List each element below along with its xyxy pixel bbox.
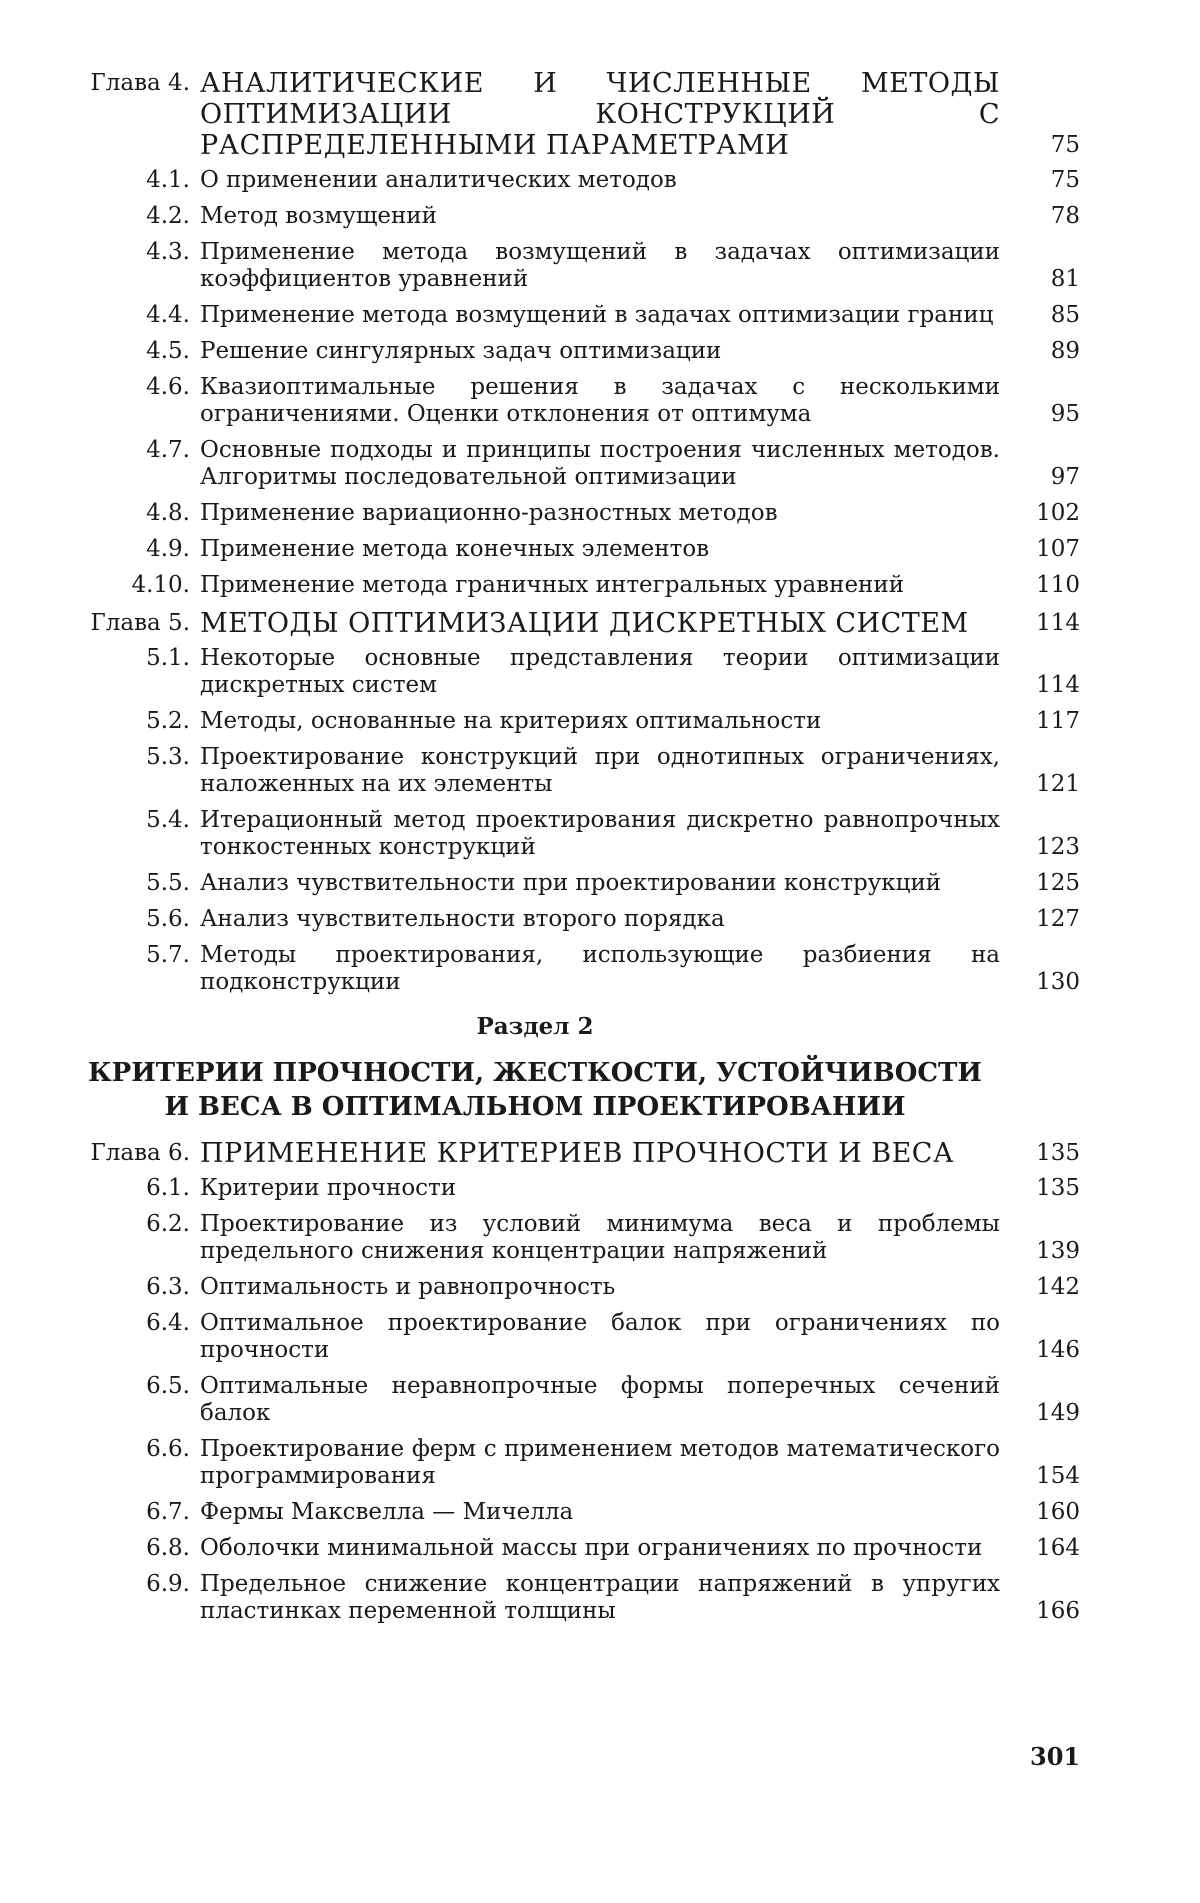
section-title: Итерационный метод проектирования дискретно равнопрочных тонкостенных конструкций — [200, 807, 1000, 860]
section-number: 4.5. — [146, 338, 190, 364]
toc-entry-5-4 — [70, 807, 1080, 861]
toc-entry-4-5 — [70, 338, 1080, 365]
chapter-4-heading — [70, 68, 1080, 161]
toc-entry-4-6 — [70, 374, 1080, 428]
section-title: Фермы Максвелла — Мичелла — [200, 1499, 574, 1525]
section-number: 4.4. — [146, 302, 190, 328]
section-number: 6.6. — [146, 1436, 190, 1462]
toc-entry-4-9 — [70, 536, 1080, 563]
part-label: Раздел 2 — [476, 1013, 594, 1040]
chapter-number: Глава 5. — [90, 610, 190, 636]
chapter-6-heading — [70, 1138, 1080, 1169]
section-number: 5.2. — [146, 708, 190, 734]
section-title: Анализ чувствительности при проектировании конструкций — [200, 870, 942, 896]
section-title: Проектирование конструкций при однотипных ограничениях, наложенных на их элементы — [200, 744, 1000, 797]
section-page: 121 — [1036, 771, 1080, 797]
toc-entry-6-2 — [70, 1211, 1080, 1265]
section-page: 102 — [1036, 500, 1080, 526]
section-title: Применение метода возмущений в задачах оптимизации границ — [200, 302, 994, 328]
table-of-contents — [70, 62, 1080, 1634]
section-page: 97 — [1050, 464, 1080, 490]
section-title: Применение метода граничных интегральных уравнений — [200, 572, 905, 598]
section-page: 142 — [1036, 1274, 1080, 1300]
section-title: Некоторые основные представления теории оптимизации дискретных систем — [200, 645, 1000, 698]
section-page: 85 — [1050, 302, 1080, 328]
section-number: 4.2. — [146, 203, 190, 229]
section-title: Квазиоптимальные решения в задачах с несколькими ограничениями. Оценки отклонения от оптимума — [200, 374, 1000, 427]
section-page: 149 — [1036, 1400, 1080, 1426]
section-number: 5.5. — [146, 870, 190, 896]
toc-entry-6-7 — [70, 1499, 1080, 1526]
section-page: 78 — [1050, 203, 1080, 229]
toc-entry-4-1 — [70, 167, 1080, 194]
section-page: 139 — [1036, 1238, 1080, 1264]
section-page: 160 — [1036, 1499, 1080, 1525]
section-title: Оптимальное проектирование балок при ограничениях по прочности — [200, 1310, 1000, 1363]
section-page: 117 — [1036, 708, 1080, 734]
section-number: 5.7. — [146, 942, 190, 968]
section-page: 135 — [1036, 1175, 1080, 1201]
section-number: 5.3. — [146, 744, 190, 770]
section-page: 110 — [1036, 572, 1080, 598]
section-title: О применении аналитических методов — [200, 167, 677, 193]
chapter-page: 75 — [1050, 132, 1080, 158]
section-title: Оболочки минимальной массы при ограничениях по прочности — [200, 1535, 983, 1561]
section-title: Методы, основанные на критериях оптимальности — [200, 708, 822, 734]
section-page: 75 — [1050, 167, 1080, 193]
section-page: 127 — [1036, 906, 1080, 932]
section-number: 6.2. — [146, 1211, 190, 1237]
chapter-5-heading — [70, 608, 1080, 639]
chapter-number: Глава 4. — [90, 70, 190, 96]
section-page: 166 — [1036, 1598, 1080, 1624]
section-title: Решение сингулярных задач оптимизации — [200, 338, 722, 364]
chapter-number: Глава 6. — [90, 1140, 190, 1166]
section-number: 6.7. — [146, 1499, 190, 1525]
section-number: 5.4. — [146, 807, 190, 833]
chapter-page: 114 — [1036, 610, 1080, 636]
section-number: 4.7. — [146, 437, 190, 463]
toc-entry-4-8 — [70, 500, 1080, 527]
chapter-page: 135 — [1036, 1140, 1080, 1166]
page-number: 301 — [1030, 1742, 1081, 1771]
section-page: 125 — [1036, 870, 1080, 896]
toc-entry-4-10 — [70, 572, 1080, 599]
toc-entry-5-5 — [70, 870, 1080, 897]
section-page: 81 — [1050, 266, 1080, 292]
section-number: 4.3. — [146, 239, 190, 265]
section-number: 4.9. — [146, 536, 190, 562]
section-title: Проектирование из условий минимума веса и проблемы предельного снижения концентрации напряжений — [200, 1211, 1000, 1264]
section-number: 6.9. — [146, 1571, 190, 1597]
section-number: 4.8. — [146, 500, 190, 526]
section-number: 6.1. — [146, 1175, 190, 1201]
section-number: 6.8. — [146, 1535, 190, 1561]
section-number: 6.4. — [146, 1310, 190, 1336]
section-title: Применение метода конечных элементов — [200, 536, 710, 562]
section-page: 123 — [1036, 834, 1080, 860]
section-title: Методы проектирования, использующие разбиения на подконструкции — [200, 942, 1000, 995]
toc-entry-6-4 — [70, 1310, 1080, 1364]
section-page: 154 — [1036, 1463, 1080, 1489]
section-title: Применение метода возмущений в задачах оптимизации коэффициентов уравнений — [200, 239, 1000, 292]
toc-entry-6-9 — [70, 1571, 1080, 1625]
section-page: 146 — [1036, 1337, 1080, 1363]
section-number: 5.6. — [146, 906, 190, 932]
section-page: 107 — [1036, 536, 1080, 562]
toc-entry-6-6 — [70, 1436, 1080, 1490]
toc-entry-6-5 — [70, 1373, 1080, 1427]
section-title: Предельное снижение концентрации напряжений в упругих пластинках переменной толщины — [200, 1571, 1000, 1624]
chapter-title: ПРИМЕНЕНИЕ КРИТЕРИЕВ ПРОЧНОСТИ И ВЕСА — [200, 1138, 954, 1169]
section-number: 4.6. — [146, 374, 190, 400]
section-number: 4.1. — [146, 167, 190, 193]
toc-entry-4-2 — [70, 203, 1080, 230]
section-page: 95 — [1050, 401, 1080, 427]
toc-entry-6-1 — [70, 1175, 1080, 1202]
section-title: Основные подходы и принципы построения численных методов. Алгоритмы последовательной оптимизации — [200, 437, 1000, 490]
toc-entry-4-7 — [70, 437, 1080, 491]
part-title-line-2: И ВЕСА В ОПТИМАЛЬНОМ ПРОЕКТИРОВАНИИ — [164, 1092, 906, 1122]
part-title-line-1: КРИТЕРИИ ПРОЧНОСТИ, ЖЕСТКОСТИ, УСТОЙЧИВОСТИ — [88, 1058, 982, 1088]
section-title: Метод возмущений — [200, 203, 437, 229]
section-title: Оптимальность и равнопрочность — [200, 1274, 616, 1300]
section-number: 4.10. — [131, 572, 190, 598]
toc-entry-4-4 — [70, 302, 1080, 329]
section-number: 6.5. — [146, 1373, 190, 1399]
chapter-title: МЕТОДЫ ОПТИМИЗАЦИИ ДИСКРЕТНЫХ СИСТЕМ — [200, 608, 969, 639]
toc-entry-5-7 — [70, 942, 1080, 996]
section-number: 6.3. — [146, 1274, 190, 1300]
toc-entry-5-2 — [70, 708, 1080, 735]
part-2-heading — [70, 1012, 1000, 1124]
section-title: Проектирование ферм с применением методов математического программирования — [200, 1436, 1000, 1489]
section-title: Оптимальные неравнопрочные формы поперечных сечений балок — [200, 1373, 1000, 1426]
section-title: Применение вариационно-разностных методов — [200, 500, 778, 526]
toc-entry-4-3 — [70, 239, 1080, 293]
section-page: 130 — [1036, 969, 1080, 995]
toc-entry-6-8 — [70, 1535, 1080, 1562]
toc-entry-5-1 — [70, 645, 1080, 699]
section-number: 5.1. — [146, 645, 190, 671]
toc-entry-5-3 — [70, 744, 1080, 798]
section-title: Критерии прочности — [200, 1175, 457, 1201]
toc-entry-6-3 — [70, 1274, 1080, 1301]
section-title: Анализ чувствительности второго порядка — [200, 906, 725, 932]
chapter-title: АНАЛИТИЧЕСКИЕ И ЧИСЛЕННЫЕ МЕТОДЫ ОПТИМИЗАЦИИ КОНСТРУКЦИЙ С РАСПРЕДЕЛЕННЫМИ ПАРАМЕТРАМИ — [200, 68, 1000, 161]
section-page: 89 — [1050, 338, 1080, 364]
section-page: 114 — [1036, 672, 1080, 698]
toc-entry-5-6 — [70, 906, 1080, 933]
section-page: 164 — [1036, 1535, 1080, 1561]
